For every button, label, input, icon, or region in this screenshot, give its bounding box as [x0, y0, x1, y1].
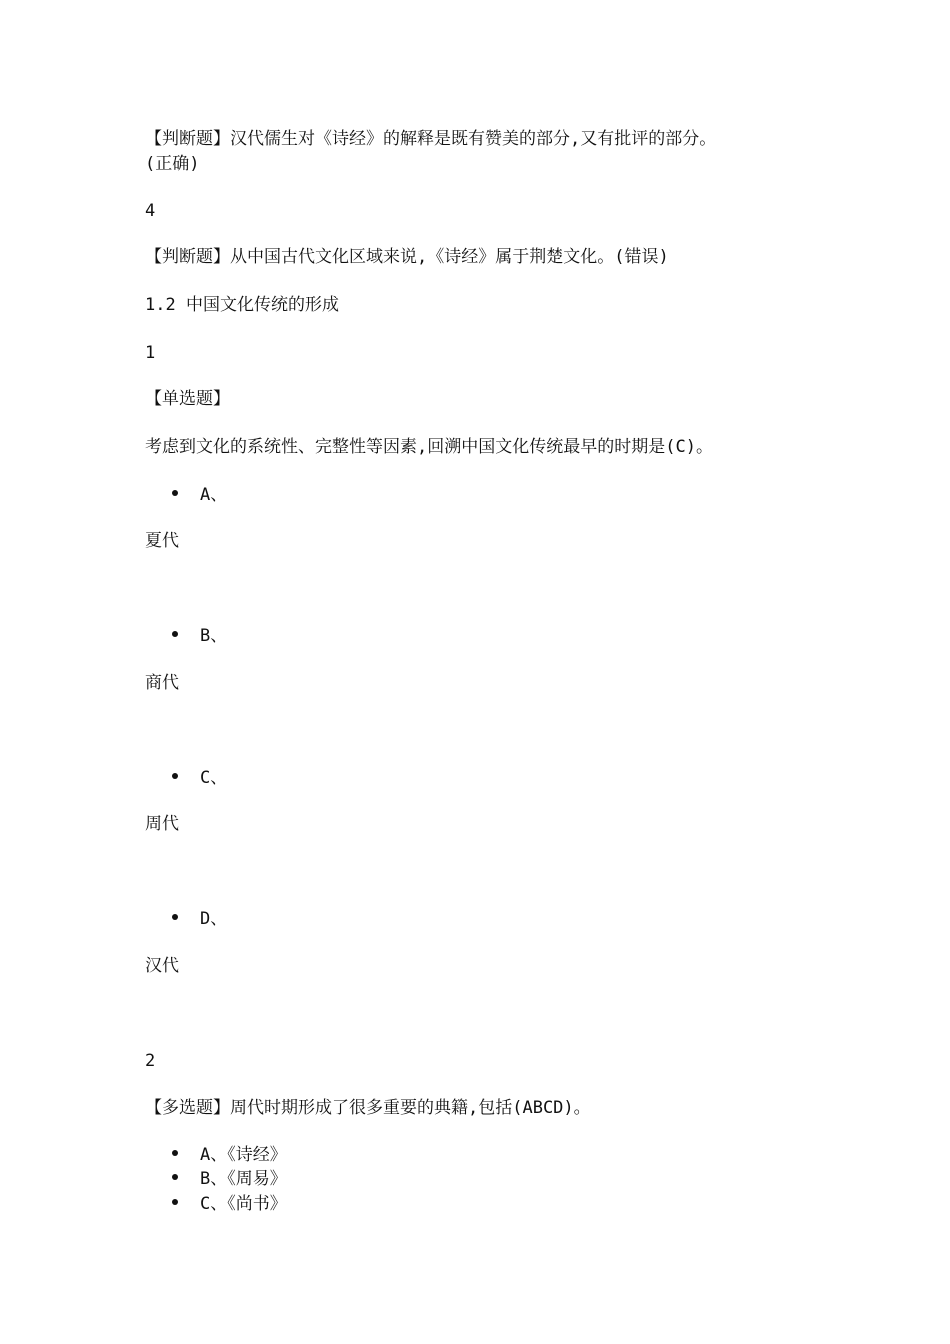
section-title: 1.2 中国文化传统的形成	[145, 295, 339, 315]
option-item	[172, 625, 227, 647]
option-text: 夏代	[145, 531, 179, 551]
option-text: B、《周易》	[200, 1169, 287, 1189]
bullet-icon	[172, 1150, 178, 1156]
bullet-icon	[172, 1199, 178, 1205]
option-text: 周代	[145, 814, 179, 834]
option-text: C、《尚书》	[200, 1194, 287, 1214]
bullet-icon	[172, 490, 178, 496]
option-label: D、	[200, 909, 228, 929]
bullet-icon	[172, 773, 178, 779]
bullet-icon	[172, 1174, 178, 1180]
option-item	[172, 1144, 287, 1166]
question-text: 【判断题】从中国古代文化区域来说,《诗经》属于荆楚文化。(错误)	[145, 247, 669, 267]
option-item	[172, 908, 227, 930]
question-answer: (正确)	[145, 154, 200, 174]
option-label: A、	[200, 485, 228, 505]
question-number: 4	[145, 201, 156, 221]
option-label: B、	[200, 626, 228, 646]
question-number: 1	[145, 343, 156, 363]
bullet-icon	[172, 914, 178, 920]
option-text: 商代	[145, 673, 179, 693]
option-label: C、	[200, 768, 228, 788]
option-item	[172, 1193, 287, 1215]
question-type: 【单选题】	[145, 389, 230, 409]
bullet-icon	[172, 631, 178, 637]
question-text: 【判断题】汉代儒生对《诗经》的解释是既有赞美的部分,又有批评的部分。	[145, 129, 717, 149]
question-text: 【多选题】周代时期形成了很多重要的典籍,包括(ABCD)。	[145, 1098, 591, 1118]
question-number: 2	[145, 1051, 156, 1071]
question-text: 考虑到文化的系统性、完整性等因素,回溯中国文化传统最早的时期是(C)。	[145, 437, 713, 457]
option-text: A、《诗经》	[200, 1145, 287, 1165]
option-item	[172, 1168, 287, 1190]
option-item	[172, 767, 227, 789]
option-item	[172, 484, 227, 506]
option-text: 汉代	[145, 956, 179, 976]
